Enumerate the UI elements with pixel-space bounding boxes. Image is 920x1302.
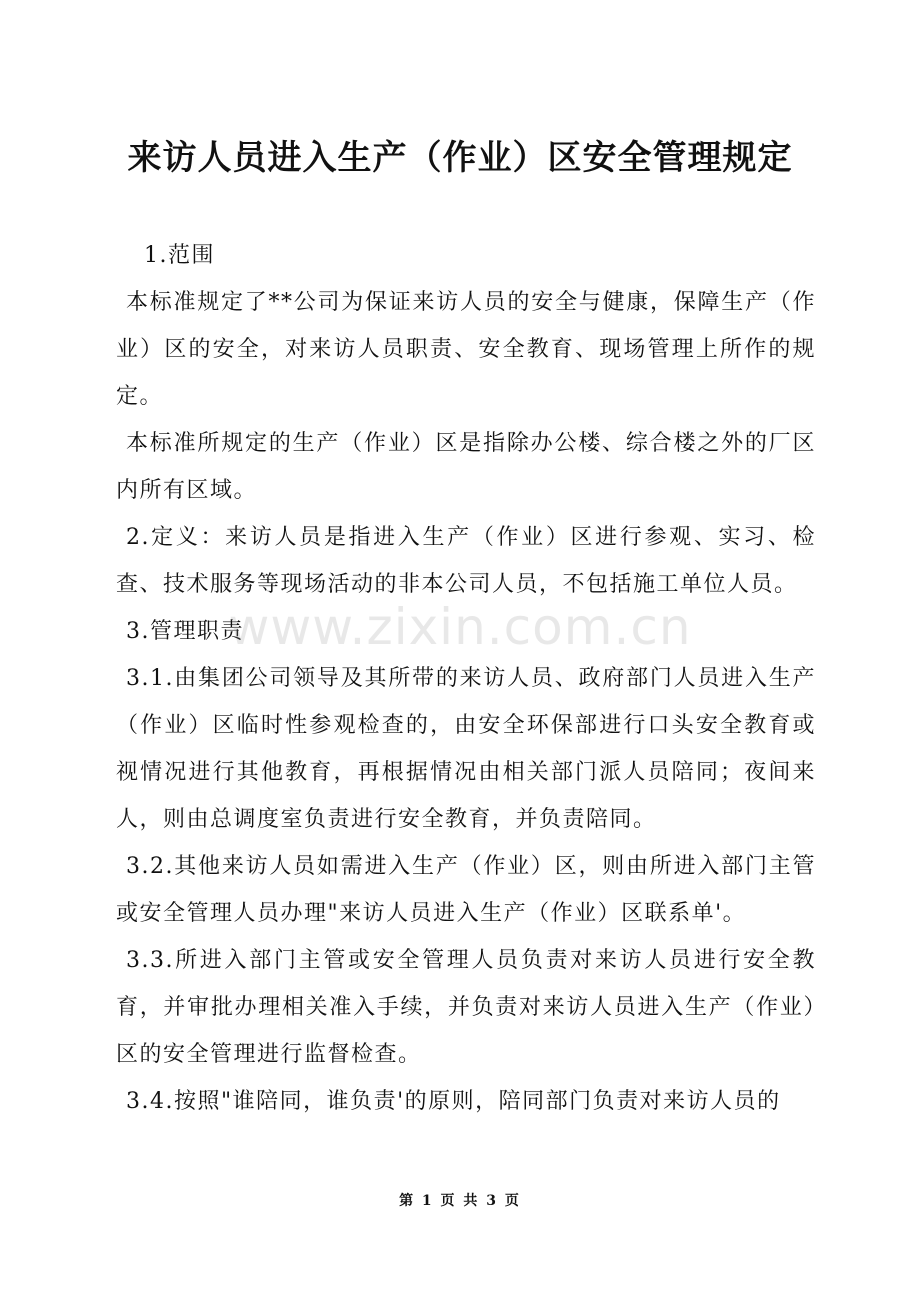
section-heading-responsibilities: 3.管理职责 [126,619,244,644]
paragraph-3-4: 3.4.按照"谁陪同，谁负责'的原则，陪同部门负责对来访人员的 [126,1089,781,1114]
watermark-text: www.zixin.com.cn [228,598,692,656]
document-body [116,232,816,1125]
paragraph-3-3: 3.3.所进入部门主管或安全管理人员负责对来访人员进行安全教育，并审批办理相关准入手续，并负责对来访人员进入生产（作业）区的安全管理进行监督检查。 [116,948,816,1067]
paragraph-3-2: 3.2.其他来访人员如需进入生产（作业）区，则由所进入部门主管或安全管理人员办理"来访人员进入生产（作业）区联系单'。 [116,854,816,926]
paragraph-3-1: 3.1.由集团公司领导及其所带的来访人员、政府部门人员进入生产（作业）区临时性参观检查的，由安全环保部进行口头安全教育或视情况进行其他教育，再根据情况由相关部门派人员陪同；夜间来人，则由总调度室负责进行安全教育，并负责陪同。 [116,666,816,832]
paragraph-definition: 2.定义：来访人员是指进入生产（作业）区进行参观、实习、检查、技术服务等现场活动的非本公司人员，不包括施工单位人员。 [116,525,816,597]
document-title: 来访人员进入生产（作业）区安全管理规定 [127,138,793,178]
paragraph-scope-area: 本标准所规定的生产（作业）区是指除办公楼、综合楼之外的厂区内所有区域。 [116,431,816,503]
paragraph-scope-description: 本标准规定了**公司为保证来访人员的安全与健康，保障生产（作业）区的安全，对来访人员职责、安全教育、现场管理上所作的规定。 [116,290,816,409]
section-heading-scope: 1.范围 [144,243,215,268]
page-indicator: 第 1 页 共 3 页 [399,1193,521,1209]
